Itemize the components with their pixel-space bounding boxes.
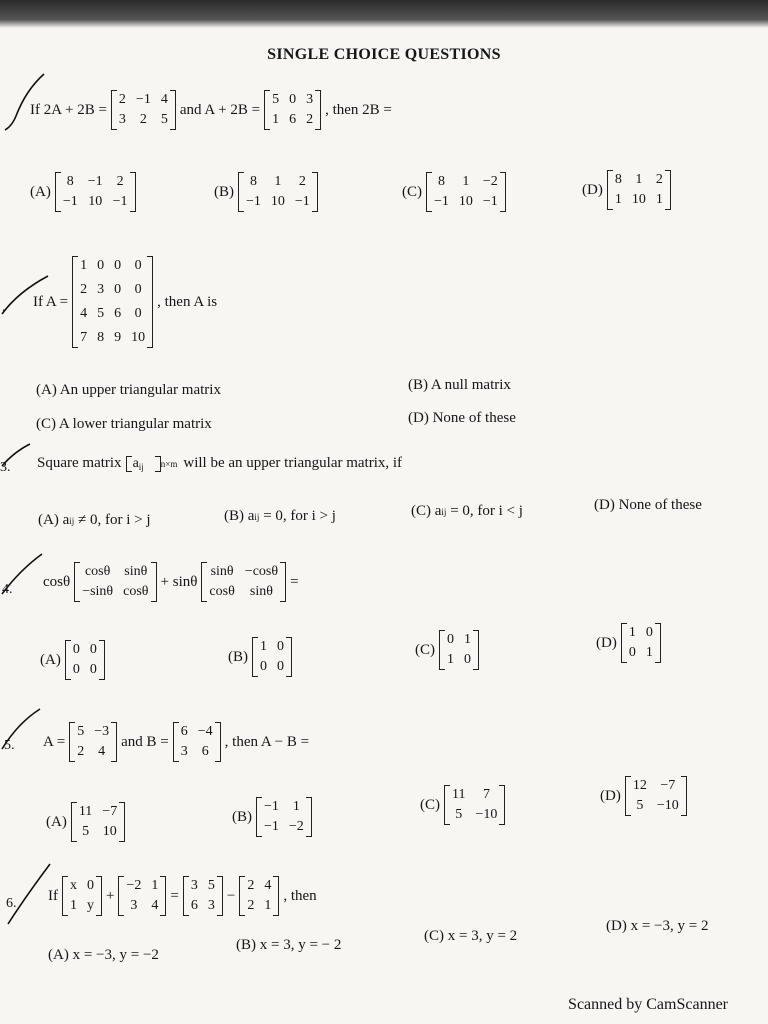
q3-number: 3. <box>0 460 11 475</box>
q6-matrix-3: 3 5 6 3 <box>183 876 223 916</box>
question-4-stem: cosθ cosθ sinθ −sinθ cosθ + sinθ sinθ −cosθ cosθ sinθ = <box>43 562 299 602</box>
q2-option-c: (C) A lower triangular matrix <box>36 416 212 432</box>
q4-option-b: (B) 1 0 0 0 <box>228 637 296 677</box>
q3-pre: Square matrix <box>37 455 122 471</box>
question-3-stem <box>37 455 402 472</box>
question-1-stem <box>30 90 392 130</box>
q6-matrix-1: x 0 1 y <box>62 876 102 916</box>
q2-option-a: (A) An upper triangular matrix <box>36 382 221 398</box>
scan-top-edge <box>0 0 768 28</box>
q3-option-b: (B) a ij = 0, for i > j <box>224 508 336 524</box>
q3-order: n×m <box>160 458 178 469</box>
q3-option-a: (A) a ij ≠ 0, for i > j <box>38 512 151 528</box>
q2-number: . <box>2 300 6 315</box>
q2-matrix: 1 0 0 0 2 3 0 0 4 5 6 0 7 8 9 10 <box>72 256 153 348</box>
q1-matrix-1: 2 −1 4 3 2 5 <box>111 90 176 130</box>
q6-matrix-4: 2 4 2 1 <box>239 876 279 916</box>
q2-tail: , then A is <box>157 293 218 310</box>
q5-number: 5. <box>4 738 15 753</box>
q5-option-c: (C) 11 7 5 −10 <box>420 785 509 825</box>
q2-option-d: (D) None of these <box>408 410 516 426</box>
q4-matrix-1: cosθ sinθ −sinθ cosθ <box>74 562 156 602</box>
scanner-watermark: Scanned by CamScanner <box>568 996 728 1013</box>
q1-matrix-2: 5 0 3 1 6 2 <box>264 90 321 130</box>
q2-intro: If A = <box>33 293 69 310</box>
q6-option-d: (D) x = −3, y = 2 <box>606 918 709 934</box>
q4-number: 4. <box>2 582 13 597</box>
q5-option-d: (D) 12 −7 5 −10 <box>600 776 691 816</box>
q5-option-b: (B) −1 1 −1 −2 <box>232 797 316 837</box>
q6-option-c: (C) x = 3, y = 2 <box>424 928 518 944</box>
q5-matrix-b: 6 −4 3 6 <box>173 722 221 762</box>
q6-option-b: (B) x = 3, y = − 2 <box>236 937 342 953</box>
question-5-stem: A = 5 −3 2 4 and B = 6 −4 3 6 , then A − B = <box>43 722 309 762</box>
page-title: SINGLE CHOICE QUESTIONS <box>267 46 501 63</box>
q1-tail: , then 2B = <box>325 101 392 118</box>
q4-option-a: (A) 0 0 0 0 <box>40 640 109 680</box>
q1-option-c: (C) 8 1 −2 −1 10 −1 <box>402 172 510 212</box>
q5-matrix-a: 5 −3 2 4 <box>69 722 117 762</box>
q6-number: 6. <box>6 896 17 911</box>
q6-matrix-2: −2 1 3 4 <box>118 876 166 916</box>
q6-option-a: (A) x = −3, y = −2 <box>48 947 159 963</box>
q2-option-b: (B) A null matrix <box>408 377 511 393</box>
q3-option-c: (C) a ij = 0, for i < j <box>411 503 523 519</box>
question-2-stem <box>33 256 217 348</box>
q3-option-d: (D) None of these <box>594 497 702 513</box>
q5-option-a: (A) 11 −7 5 10 <box>46 802 129 842</box>
q1-mid: and A + 2B = <box>179 101 261 118</box>
q1-option-b: (B) 8 1 2 −1 10 −1 <box>214 172 322 212</box>
q3-matrix: $a_{ij}$ <box>126 456 161 472</box>
q1-option-a: (A) 8 −1 2 −1 10 −1 <box>30 172 140 212</box>
question-6-stem: If x 0 1 y + −2 1 3 4 = 3 5 6 3 − 2 4 2 1 , then <box>48 876 317 916</box>
q4-option-c: (C) 0 1 1 0 <box>415 630 483 670</box>
q1-option-d: (D) 8 1 2 1 10 1 <box>582 170 675 210</box>
q4-matrix-2: sinθ −cosθ cosθ sinθ <box>201 562 286 602</box>
q1-intro: If 2A + 2B = <box>30 101 107 118</box>
q3-post: will be an upper triangular matrix, if <box>183 455 403 471</box>
q4-option-d: (D) 1 0 0 1 <box>596 623 665 663</box>
